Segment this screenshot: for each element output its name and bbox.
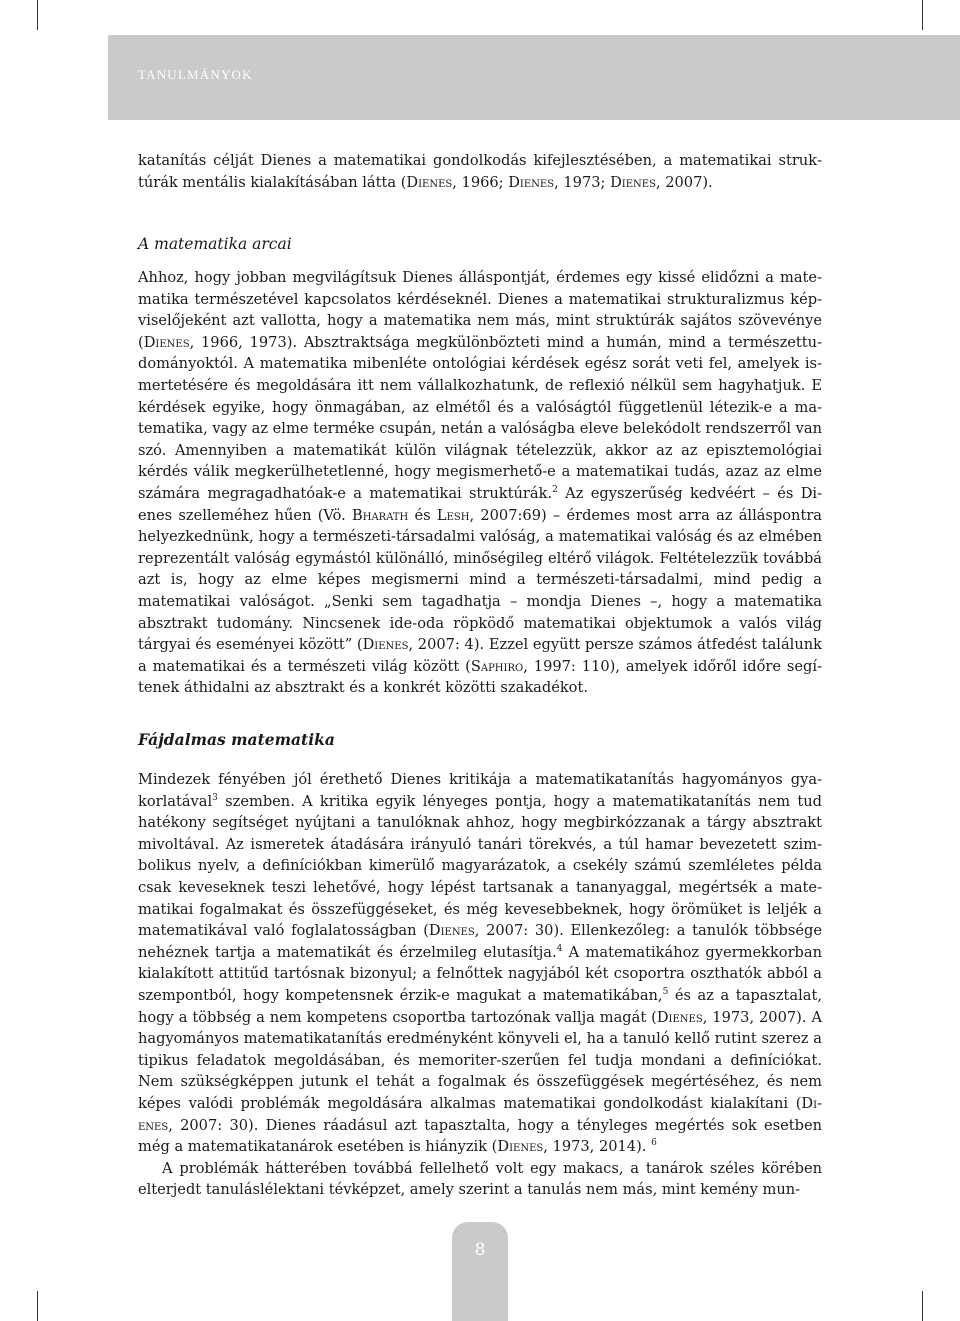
section-label: TANULMÁNYOK [138, 67, 253, 82]
footnote-ref: 3 [212, 792, 218, 803]
paragraph: katanítás célját Dienes a matematikai gondolkodás kifejlesztésében, a matematikai struktúrák mentális kialakításában látta (Dienes, 1966; Dienes, 1973; Dienes, 2007). [138, 152, 822, 191]
crop-mark [922, 0, 923, 30]
top-paragraph [138, 150, 822, 193]
paragraph: A problémák hátterében továbbá fellelhető volt egy makacs, a tanárok széles körében elterjedt tanuláslélektani tévképzet, amely szerint a tanulás nem más, mint kemény mun- [138, 1159, 822, 1199]
paragraph: Ahhoz, hogy jobban megvilágítsuk Dienes álláspontját, érdemes egy kissé elidőzni a matematika természetével kapcsolatos kérdéseknél. Dienes a matematikai strukturalizmus képviselőjeként azt vallotta, hogy a matematika nem más, mint struktúrák sajátos szövevénye (Dienes, 1966, 1973). Absztraktsága megkülönbözteti mind a humán, mind a természettudományoktól. A matematika mibenléte ontológiai kérdések egész sorát veti fel, amelyek ismertetésére és megoldására itt nem vállalkozhatunk, de reflexió nélkül sem hagyhatjuk. E kérdések egyike, hogy önmagában, az elmétől és a valóságtól függetlenül létezik-e a matematika, vagy az elme terméke csupán, netán a valóságba eleve belekódolt rendszerről van szó. Amennyiben a matematikát külön világnak tételezzük, akkor az az episztemológiai kérdés válik megkerülhetetlenné, hogy megismerhető-e a matematikai tudás, azaz az elme számára megragadhatóak-e a matematikai struktúrák.$^2$ Az egyszerűség kedvéért – és Dienes szelleméhez hűen (Vö. Bharath és Lesh, 2007:69) – érdemes most arra az álláspontra helyezkednünk, hogy a természeti-társadalmi valóság, a matematikai valóság és az elmében reprezentált valóság egymástól különálló, minőségileg eltérő világok. Feltételezzük továbbá azt is, hogy az elme képes megismerni mind a természeti-társadalmi, mind pedig a matematikai valóságot. „Senki sem tagadhatja – mondja Dienes –, hogy a matematika absztrakt tudomány. Nincsenek ide-oda röpködő matematikai objektumok a valós világ tárgyai és eseményei között” (Dienes, 2007: 4). Ezzel együtt persze számos átfedést találunk a matematikai és a természeti világ között (Saphiro, 1997: 110), amelyek időről időre segítenek áthidalni az absztrakt és a konkrét közötti szakadékot. [138, 269, 822, 697]
crop-mark [922, 1291, 923, 1321]
section1-body [138, 267, 822, 699]
section-heading-2: Fájdalmas matematika [138, 730, 335, 749]
section-heading-1: A matematika arcai [138, 235, 292, 253]
page-number: 8 [474, 1240, 486, 1260]
footnote-ref: 5 [662, 987, 669, 998]
footnote-ref: 2 [552, 485, 558, 496]
section2-body [138, 769, 822, 1201]
page-number-tab [452, 1222, 508, 1321]
footnote-ref: 4 [556, 943, 563, 954]
paragraph: Mindezek fényében jól érethető Dienes kritikája a matematikatanítás hagyományos gyakorlatával$^3$ szemben. A kritika egyik lényeges pontja, hogy a matematikatanítás nem tud hatékony segítséget nyújtani a tanulóknak ahhoz, hogy megbirkózzanak a tárgy absztrakt mivoltával. Az ismeretek átadására irányuló tanári törekvés, a túl hamar bevezetett szimbolikus nyelv, a definíciókban kimerülő magyarázatok, a csekély számú szemléletes példa csak keveseknek teszi lehetővé, hogy lépést tartsanak a tananyaggal, megértsék a matematikai fogalmakat és összefüggéseket, és még kevesebbeknek, hogy örömüket is leljék a matematikával való foglalatosságban (Dienes, 2007: 30). Ellenkezőleg: a tanulók többsége nehéznek tartja a matematikát és érzelmileg elutasítja.$^4$ A matematikához gyermekkorban kialakított attitűd tartósnak bizonyul; a felnőttek nagyjából két csoportra oszthatók abból a szempontból, hogy kompetensnek érzik-e magukat a matematikában,$^5$ és az a tapasztalat, hogy a többség a nem kompetens csoportba tartozónak vallja magát (Dienes, 1973, 2007). A hagyományos matematikatanítás eredményként könyveli el, ha a tanuló kellő rutint szerez a tipikus feladatok megoldásában, és memoriter-szerűen fel tudja mondani a definíciókat. Nem szükségképpen jutunk el tehát a fogalmak és összefüggések megértéséhez, és nem képes valódi problémák megoldására alkalmas matematikai gondolkodást kialakítani (Dienes, 2007: 30). Dienes ráadásul azt tapasztalta, hogy a tényleges megértés sok esetben még a matematikatanárok esetében is hiányzik (Dienes, 1973, 2014). $^6$ [138, 771, 822, 1156]
footnote-ref: 6 [651, 1138, 657, 1149]
crop-mark [37, 1291, 38, 1321]
crop-mark [37, 0, 38, 30]
